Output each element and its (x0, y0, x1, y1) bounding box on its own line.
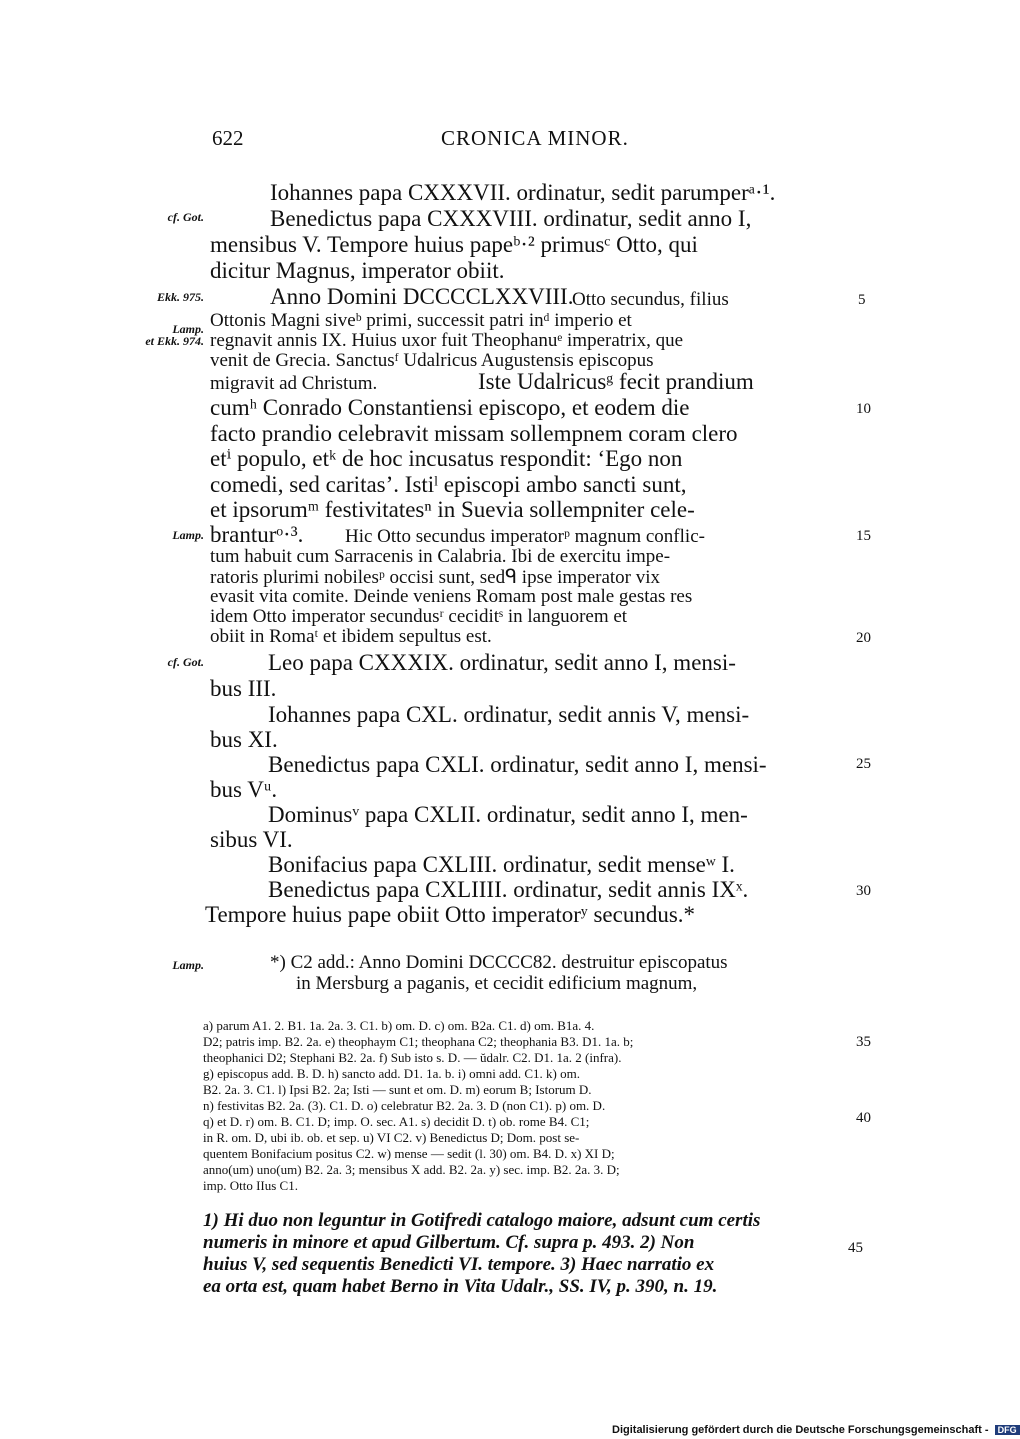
text-line: Otto secundus, filius (572, 289, 729, 310)
text-line: Bonifacius papa CXLIII. ordinatur, sedit menseʷ I. (268, 852, 735, 877)
text-line: et ipsorumᵐ festivitatesⁿ in Suevia sollempniter cele- (210, 497, 695, 522)
text-line: obiit in Romaᵗ et ibidem sepultus est. (210, 626, 492, 647)
text-line: bus Vᵘ. (210, 777, 278, 802)
apparatus-line: quentem Bonifacium positus C2. w) mense — sedit (l. 30) om. B4. D. x) XI D; (203, 1146, 615, 1161)
text-line: Benedictus papa CXLIIII. ordinatur, sedit annis IXˣ. (268, 877, 749, 902)
running-title: CRONICA MINOR. (441, 126, 629, 150)
text-line: Hic Otto secundus imperatorᵖ magnum conflic- (345, 526, 705, 547)
text-line: comedi, sed caritas’. Istiˡ episcopi ambo sancti sunt, (210, 472, 687, 497)
page-number: 622 (212, 126, 244, 150)
credit-text: Digitalisierung gefördert durch die Deutsche Forschungsgemeinschaft - (612, 1424, 989, 1436)
text-line: Anno Domini DCCCCLXXVIII. (270, 284, 574, 309)
footnote-line: numeris in minore et apud Gilbertum. Cf. supra p. 493. 2) Non (203, 1232, 695, 1253)
apparatus-line: in R. om. D, ubi ib. ob. et sep. u) VI C2. v) Benedictus D; Dom. post se- (203, 1130, 580, 1145)
line-number: 20 (856, 630, 871, 646)
star-note-line: *) C2 add.: Anno Domini DCCCC82. destruitur episcopatus (270, 952, 728, 973)
apparatus-line: n) festivitas B2. 2a. (3). C1. D. o) celebratur B2. 2a. 3. D (non C1). p) om. D. (203, 1098, 606, 1113)
text-line: Iste Udalricusᵍ fecit prandium (478, 369, 754, 394)
footnote-line: huius V, sed sequentis Benedicti VI. tempore. 3) Haec narratio ex (203, 1254, 715, 1275)
text-line: facto prandio celebravit missam sollempnem coram clero (210, 421, 738, 446)
text-line: Dominusᵛ papa CXLII. ordinatur, sedit anno I, men- (268, 802, 748, 827)
margin-note: Lamp. (172, 958, 204, 972)
text-line: ratoris plurimi nobilesᵖ occisi sunt, sedᑫ ipse imperator vix (210, 567, 661, 588)
text-line: migravit ad Christum. (210, 373, 378, 394)
margin-note: Lamp. (172, 322, 204, 336)
apparatus-line: D2; patris imp. B2. 2a. e) theophaym C1; theophana C2; theophania B3. D1. 1a. b; (203, 1034, 634, 1049)
dfg-logo: DFG (995, 1425, 1020, 1435)
text-line: evasit vita comite. Deinde veniens Romam post male gestas res (210, 586, 693, 607)
text-line: sibus VI. (210, 827, 293, 852)
digitization-credit (612, 1424, 1020, 1436)
text-line: Benedictus papa CXXXVIII. ordinatur, sedit anno I, (270, 206, 752, 231)
text-line: cumʰ Conrado Constantiensi episcopo, et eodem die (210, 395, 690, 420)
apparatus-line: theophanici D2; Stephani B2. 2a. f) Sub isto s. D. — ŭdalr. C2. D1. 1a. 2 (infra). (203, 1050, 622, 1065)
apparatus-line: a) parum A1. 2. B1. 1a. 2a. 3. C1. b) om. D. c) om. B2a. C1. d) om. B1a. 4. (203, 1018, 595, 1033)
line-number: 45 (848, 1240, 863, 1256)
margin-note: cf. Got. (167, 210, 204, 224)
text-line: branturᵒ·³. (210, 522, 304, 547)
text-line: Ottonis Magni siveᵇ primi, successit patri inᵈ imperio et (210, 310, 632, 331)
line-number: 40 (856, 1110, 871, 1126)
text-line: regnavit annis IX. Huius uxor fuit Theophanuᵉ imperatrix, que (210, 330, 684, 351)
line-number: 5 (858, 292, 866, 308)
footnote-line: ea orta est, quam habet Berno in Vita Udalr., SS. IV, p. 390, n. 19. (203, 1276, 718, 1297)
text-line: etⁱ populo, etᵏ de hoc incusatus respondit: ‘Ego non (210, 446, 683, 471)
star-note-line: in Mersburg a paganis, et cecidit edificium magnum, (296, 973, 698, 994)
apparatus-line: g) episcopus add. B. D. h) sancto add. D1. 1a. b. i) omni add. C1. k) om. (203, 1066, 580, 1081)
text-line: Iohannes papa CXL. ordinatur, sedit annis V, mensi- (268, 702, 750, 727)
margin-note: Ekk. 975. (156, 290, 204, 304)
text-line: Leo papa CXXXIX. ordinatur, sedit anno I, mensi- (268, 650, 736, 675)
apparatus-line: anno(um) uno(um) B2. 2a. 3; mensibus X add. B2. 2a. y) sec. imp. B2. 2a. 3. D; (203, 1162, 620, 1177)
text-line: Iohannes papa CXXXVII. ordinatur, sedit parumperᵃ·¹. (270, 180, 776, 205)
line-number: 35 (856, 1034, 871, 1050)
line-number: 25 (856, 756, 871, 772)
text-line: venit de Grecia. Sanctusᶠ Udalricus Augustensis episcopus (210, 350, 654, 371)
line-number: 30 (856, 883, 871, 899)
footnote-line: 1) Hi duo non leguntur in Gotifredi catalogo maiore, adsunt cum certis (203, 1210, 761, 1231)
line-number: 10 (856, 401, 871, 417)
page-header (0, 126, 1000, 156)
line-number: 15 (856, 528, 871, 544)
text-line: idem Otto imperator secundusʳ ceciditˢ in languorem et (210, 606, 628, 627)
text-line: bus XI. (210, 727, 278, 752)
margin-note: et Ekk. 974. (145, 334, 204, 348)
apparatus-line: q) et D. r) om. B. C1. D; imp. O. sec. A1. s) decidit D. t) ob. rome B4. C1; (203, 1114, 590, 1129)
apparatus-line: imp. Otto IIus C1. (203, 1178, 298, 1193)
text-line: bus III. (210, 676, 277, 701)
margin-note: Lamp. (172, 528, 204, 542)
margin-note: cf. Got. (167, 655, 204, 669)
text-line: Tempore huius pape obiit Otto imperatorʸ secundus.* (205, 902, 696, 927)
apparatus-line: B2. 2a. 3. C1. l) Ipsi B2. 2a; Isti — sunt et om. D. m) eorum B; Istorum D. (203, 1082, 592, 1097)
text-line: dicitur Magnus, imperator obiit. (210, 258, 505, 283)
text-line: mensibus V. Tempore huius papeᵇ·² primusᶜ Otto, qui (210, 232, 698, 257)
text-line: tum habuit cum Sarracenis in Calabria. Ibi de exercitu impe- (210, 546, 671, 567)
text-line: Benedictus papa CXLI. ordinatur, sedit anno I, mensi- (268, 752, 767, 777)
